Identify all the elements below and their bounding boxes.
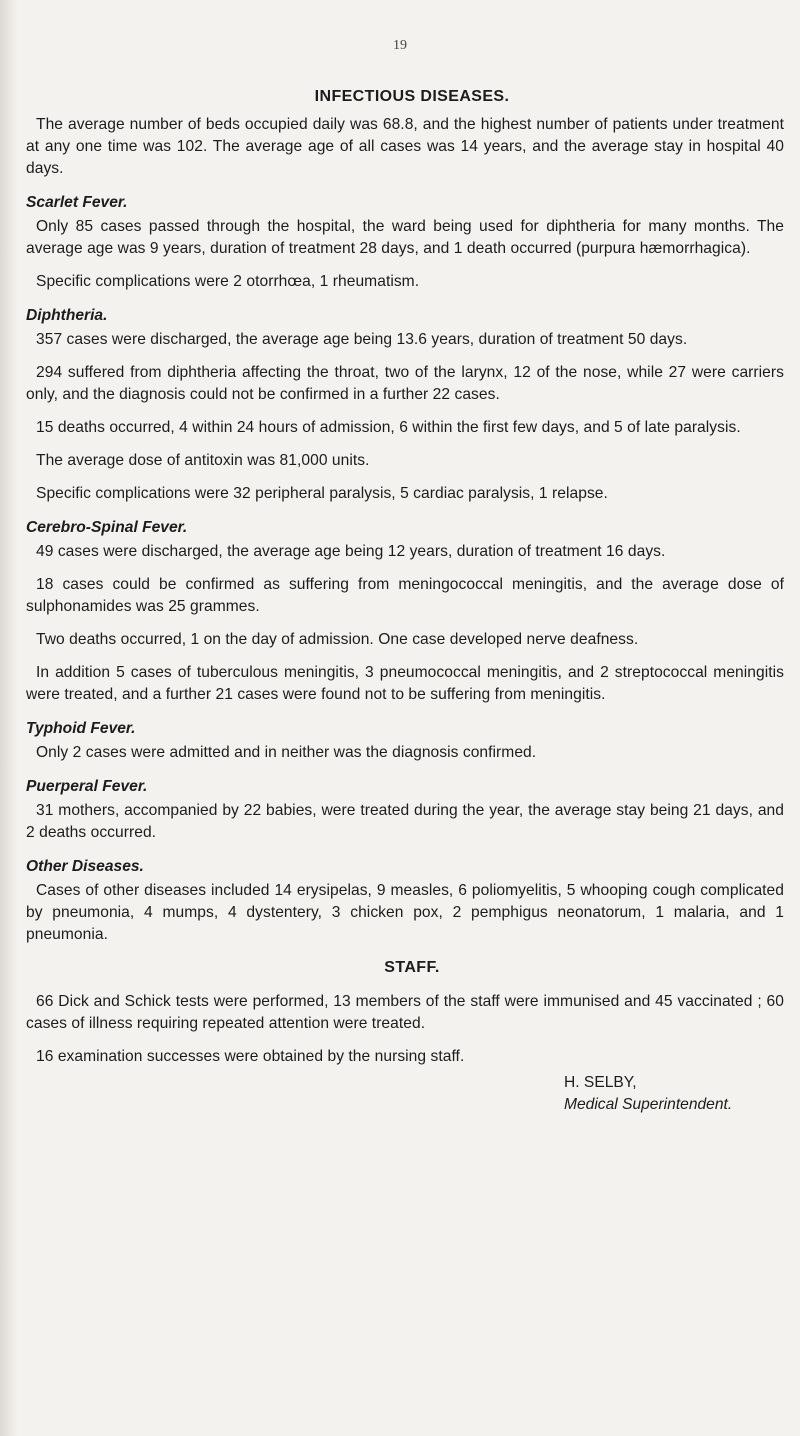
- section-heading: Other Diseases.: [26, 858, 144, 875]
- section-4: [26, 718, 784, 764]
- section-paragraph: Only 85 cases passed through the hospital, the ward being used for diphtheria for many months. The average age was 9 years, duration of treatment 28 days, and 1 death occurred (purpura hæmorrhagica).: [26, 218, 784, 257]
- staff-heading: STAFF.: [384, 959, 440, 976]
- section-paragraph: 18 cases could be confirmed as suffering from meningococcal meningitis, and the average dose of sulphonamides was 25 grammes.: [26, 576, 784, 615]
- section-heading: Puerperal Fever.: [26, 778, 148, 795]
- staff-paragraph-1: 66 Dick and Schick tests were performed, 13 members of the staff were immunised and 45 vaccinated ; 60 cases of illness requiring repeated attention were treated.: [26, 993, 784, 1032]
- signature-title: Medical Superintendent.: [564, 1096, 733, 1113]
- intro-paragraph: The average number of beds occupied daily was 68.8, and the highest number of patients under treatment at any one time was 102. The average age of all cases was 14 years, and the average stay in hospital 40 days.: [26, 116, 784, 177]
- section-5: [26, 776, 784, 844]
- section-paragraph: Specific complications were 32 peripheral paralysis, 5 cardiac paralysis, 1 relapse.: [36, 485, 608, 502]
- section-paragraph: Cases of other diseases included 14 erysipelas, 9 measles, 6 poliomyelitis, 5 whooping cough complicated by pneumonia, 4 mumps, 4 dystentery, 3 chicken pox, 2 pemphigus neonatorum, 1 malaria, and 1 pneumonia.: [26, 882, 784, 943]
- section-paragraph: Two deaths occurred, 1 on the day of admission. One case developed nerve deafness.: [36, 631, 639, 648]
- page-title: INFECTIOUS DISEASES.: [314, 88, 510, 105]
- section-heading: Diphtheria.: [26, 307, 108, 324]
- section-paragraph: 357 cases were discharged, the average age being 13.6 years, duration of treatment 50 days.: [36, 331, 688, 348]
- section-heading: Typhoid Fever.: [26, 720, 136, 737]
- section-2: [26, 305, 784, 505]
- section-paragraph: Specific complications were 2 otorrhœa, 1 rheumatism.: [36, 273, 420, 290]
- section-1: [26, 192, 784, 293]
- section-3: [26, 517, 784, 706]
- section-paragraph: 294 suffered from diphtheria affecting the throat, two of the larynx, 12 of the nose, while 27 were carriers only, and the diagnosis could not be confirmed in a further 22 cases.: [26, 364, 784, 403]
- staff-paragraph-2: 16 examination successes were obtained by the nursing staff.: [36, 1048, 465, 1065]
- section-paragraph: 15 deaths occurred, 4 within 24 hours of admission, 6 within the first few days, and 5 of late paralysis.: [36, 419, 741, 436]
- sections-container: [26, 192, 784, 946]
- section-heading: Cerebro-Spinal Fever.: [26, 519, 188, 536]
- document-page: [26, 86, 784, 1116]
- signature-block: [26, 1072, 784, 1116]
- page-edge-shadow: [0, 0, 18, 1436]
- section-heading: Scarlet Fever.: [26, 194, 128, 211]
- section-paragraph: 49 cases were discharged, the average age being 12 years, duration of treatment 16 days.: [36, 543, 666, 560]
- section-paragraph: The average dose of antitoxin was 81,000 units.: [36, 452, 370, 469]
- section-paragraph: In addition 5 cases of tuberculous meningitis, 3 pneumococcal meningitis, and 2 streptococcal meningitis were treated, and a further 21 cases were found not to be suffering from meningitis.: [26, 664, 784, 703]
- page-number: 19: [393, 38, 407, 53]
- section-6: [26, 856, 784, 946]
- section-paragraph: 31 mothers, accompanied by 22 babies, were treated during the year, the average stay being 21 days, and 2 deaths occurred.: [26, 802, 784, 841]
- section-paragraph: Only 2 cases were admitted and in neither was the diagnosis confirmed.: [36, 744, 537, 761]
- signature-name: H. SELBY,: [564, 1074, 637, 1091]
